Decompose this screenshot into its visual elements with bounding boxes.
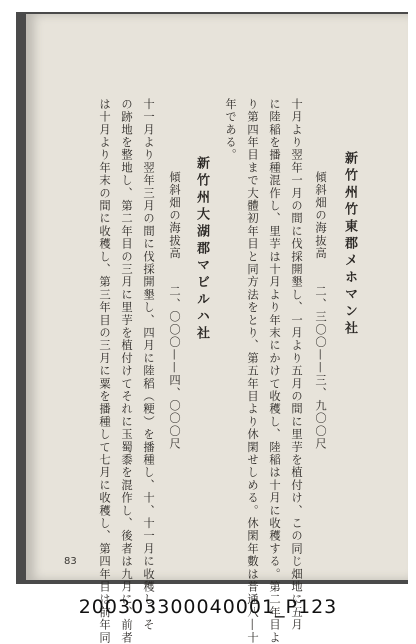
page-number: 83: [64, 556, 77, 567]
altitude-line-2: 傾斜畑の海拔高 二、〇〇〇——四、〇〇〇尺: [168, 171, 181, 451]
altitude-line-1: 傾斜畑の海抜高 二、三〇〇——三、九〇〇尺: [314, 171, 327, 451]
body-column-5: 十一月より翌年三月の間に伐採開墾し、四月に陸稻（粳）を播種し、十、十一月に收穫し、そ: [142, 98, 155, 632]
body-column-3: り第四年目まで大體初年目と同方法をとり、第五年目より休閑せしめる。休閑年數は普通八―十: [246, 98, 259, 644]
body-column-1: 十月より翌年一月の間に伐採開墾し、一月より五月の間に里芋を植付け、この同じ畑地に五月: [290, 98, 303, 632]
body-column-6: の跡地を整地し、第二年目の三月に里芋を植付けてそれに玉蜀黍を混作し、後者は九月に、前者: [120, 98, 133, 644]
section-heading-mehoman: 新竹州竹東郡メホマン社: [342, 151, 357, 338]
body-column-7: は十月より年末の間に收穫し、第三年目の三月に粟を播種して七月に收穫し、第四年目は前年同: [98, 98, 111, 644]
section-heading-mabiruha: 新竹州大湖郡マビルハ社: [194, 156, 209, 343]
image-id-caption: 200303300040001_P123: [78, 596, 338, 618]
body-column-2: に陸稲を播種混作し、里芋は十月より年末にかけて收穫し、陸稲は十月に收穫する。第二年目よ: [268, 98, 281, 644]
body-column-4: 年である。: [224, 98, 237, 162]
